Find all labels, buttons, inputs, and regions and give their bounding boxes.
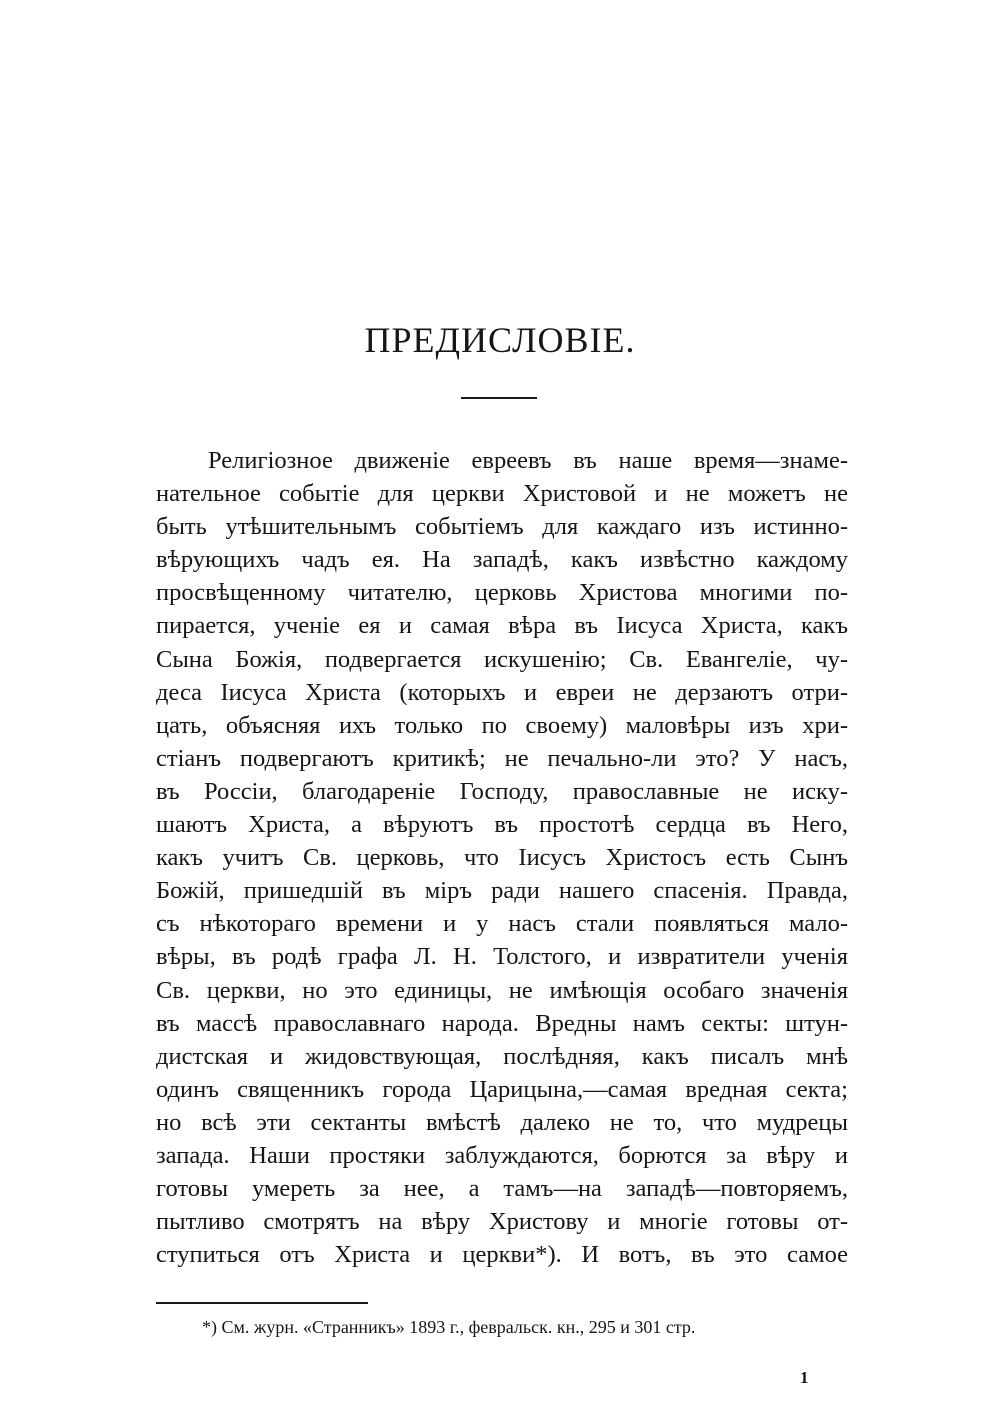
text-line: Божій, пришедшій въ міръ ради нашего спасенія. Правда, (156, 877, 848, 905)
text-line: пытливо смотрятъ на вѣру Христову и многіе готовы от- (156, 1208, 848, 1236)
text-line: въ массѣ православнаго народа. Вредны намъ секты: штун- (156, 1009, 848, 1037)
footnote-divider (156, 1302, 368, 1304)
text-line: быть утѣшительнымъ событіемъ для каждаго изъ истинно- (156, 513, 848, 541)
text-line: Религіозное движеніе евреевъ въ наше время—знаме- (208, 447, 848, 474)
text-line: деса Іисуса Христа (которыхъ и евреи не дерзаютъ отри- (156, 678, 848, 706)
text-line: просвѣщенному читателю, церковь Христова многими по- (156, 579, 848, 607)
footnote: *) См. журн. «Странникъ» 1893 г., февральск. кн., 295 и 301 стр. (202, 1317, 696, 1337)
page-title: ПРЕДИСЛОВІЕ. (364, 320, 636, 360)
text-line: Св. церкви, но это единицы, не имѣющія особаго значенія (156, 976, 848, 1004)
text-line: какъ учитъ Св. церковь, что Іисусъ Христосъ есть Сынъ (156, 844, 848, 872)
text-line: шаютъ Христа, а вѣруютъ въ простотѣ сердца въ Него, (156, 811, 848, 839)
text-line: готовы умереть за нее, а тамъ—на западѣ—повторяемъ, (156, 1175, 848, 1203)
text-line: дистская и жидовствующая, послѣдняя, какъ писалъ мнѣ (156, 1042, 848, 1070)
title-divider (461, 397, 537, 399)
text-line: пирается, ученіе ея и самая вѣра въ Іисуса Христа, какъ (156, 612, 848, 640)
text-line: запада. Наши простяки заблуждаются, борются за вѣру и (156, 1141, 848, 1169)
text-line: ступиться отъ Христа и церкви*). И вотъ, въ это самое (156, 1241, 848, 1269)
text-line: цать, объясняя ихъ только по своему) маловѣры изъ хри- (156, 711, 848, 739)
text-line: одинъ священникъ города Царицына,—самая вредная секта; (156, 1075, 848, 1103)
text-line: но всѣ эти сектанты вмѣстѣ далеко не то, что мудрецы (156, 1108, 848, 1136)
text-line: Сына Божія, подвергается искушенію; Св. Евангеліе, чу- (156, 645, 848, 673)
text-line: вѣры, въ родѣ графа Л. Н. Толстого, и извратители ученія (156, 943, 848, 971)
text-line: вѣрующихъ чадъ ея. На западѣ, какъ извѣстно каждому (156, 546, 848, 574)
body-paragraph (156, 444, 848, 1271)
text-line: стіанъ подвергаютъ критикѣ; не печально-ли это? У насъ, (156, 744, 848, 772)
text-line: нательное событіе для церкви Христовой и не можетъ не (156, 480, 848, 508)
page-number: 1 (800, 1368, 809, 1387)
text-line: въ Россіи, благодареніе Господу, православные не иску- (156, 777, 848, 805)
text-line: съ нѣкотораго времени и у насъ стали появляться мало- (156, 910, 848, 938)
